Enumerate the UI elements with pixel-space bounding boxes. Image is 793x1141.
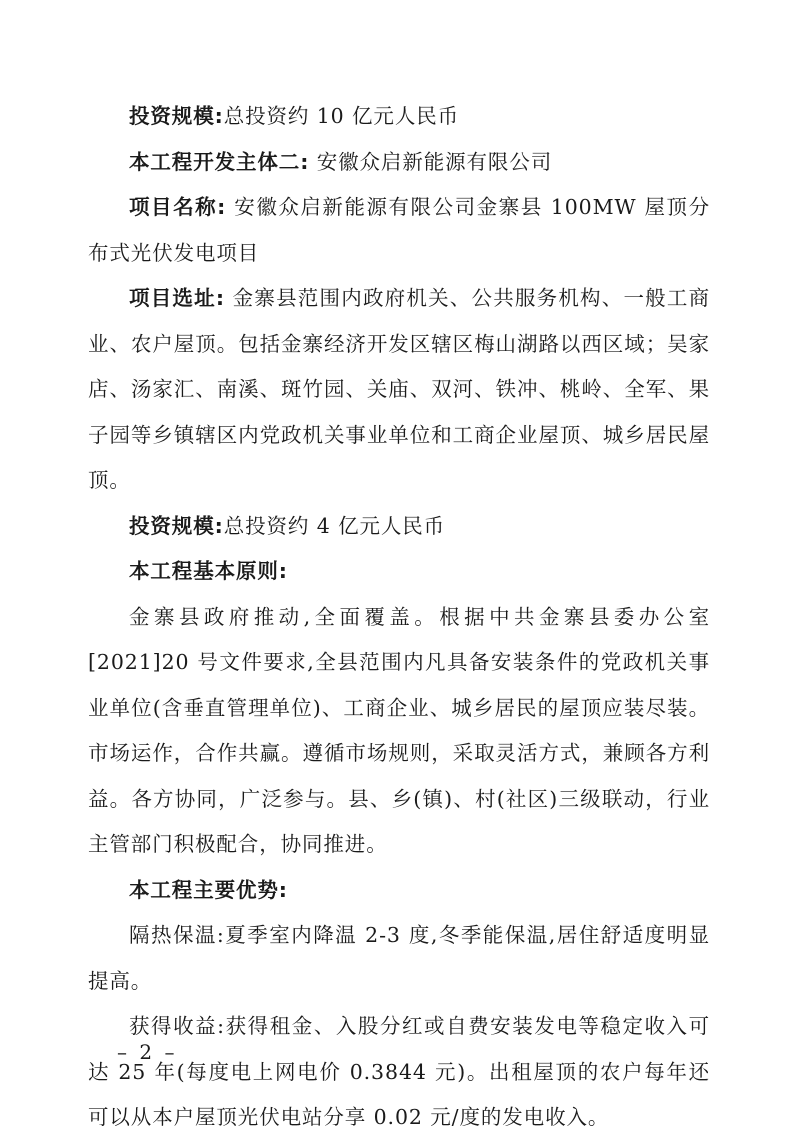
label-basic-principles: 本工程基本原则: [129, 559, 288, 583]
text-investment-scale: 总投资约 10 亿元人民币 [223, 104, 460, 128]
label-project-name: 项目名称: [129, 195, 227, 219]
paragraph-developer-2 [88, 140, 710, 186]
label-project-site: 项目选址: [129, 286, 225, 310]
page-number: – 2 – [117, 1040, 178, 1064]
text-project-name: 安徽众启新能源有限公司金寨县 100MW 屋顶分布式光伏发电项目 [88, 195, 710, 265]
paragraph-main-advantages-heading [88, 868, 710, 914]
text-developer-2: 安徽众启新能源有限公司 [309, 149, 553, 174]
text-project-site: 金寨县范围内政府机关、公共服务机构、一般工商业、农户屋顶。包括金寨经济开发区辖区梅山湖路以西区域；吴家店、汤家汇、南溪、斑竹园、关庙、双河、铁冲、桃岭、全军、果子园等乡镇辖区内党政机关事业单位和工商企业屋顶、城乡居民屋顶。 [88, 286, 711, 492]
paragraph-insulation [88, 913, 710, 1004]
paragraph-basic-principles-body [88, 595, 710, 868]
paragraph-investment-scale-1 [88, 94, 710, 140]
paragraph-basic-principles-heading [88, 549, 710, 595]
text-insulation: 隔热保温:夏季室内降温 2-3 度,冬季能保温,居住舒适度明显提高。 [88, 923, 710, 993]
paragraph-income [88, 1004, 710, 1141]
paragraph-investment-scale-2 [88, 504, 710, 550]
label-investment-scale: 投资规模: [129, 104, 224, 128]
text-basic-principles-body: 金寨县政府推动,全面覆盖。根据中共金寨县委办公室[2021]20 号文件要求,全县范围内凡具备安装条件的党政机关事业单位(含垂直管理单位)、工商企业、城乡居民的屋顶应装尽装。市场运作，合作共赢。遵循市场规则，采取灵活方式，兼顾各方利益。各方协同，广泛参与。县、乡(镇)、村(社区)三级联动，行业主管部门积极配合，协同推进。 [88, 604, 710, 856]
text-investment-scale-2: 总投资约 4 亿元人民币 [223, 513, 446, 538]
text-income: 获得收益:获得租金、入股分红或自费安装发电等稳定收入可达 25 年(每度电上网电价 0.3844 元)。出租屋顶的农户每年还可以从本户屋顶光伏电站分享 0.02 元/度的发电收入。 [88, 1014, 710, 1129]
label-investment-scale-2: 投资规模: [129, 513, 224, 538]
document-body [88, 94, 710, 1141]
paragraph-project-name [88, 185, 710, 276]
label-main-advantages: 本工程主要优势: [129, 877, 288, 902]
label-developer-2: 本工程开发主体二: [129, 149, 310, 174]
paragraph-project-site [88, 276, 710, 504]
